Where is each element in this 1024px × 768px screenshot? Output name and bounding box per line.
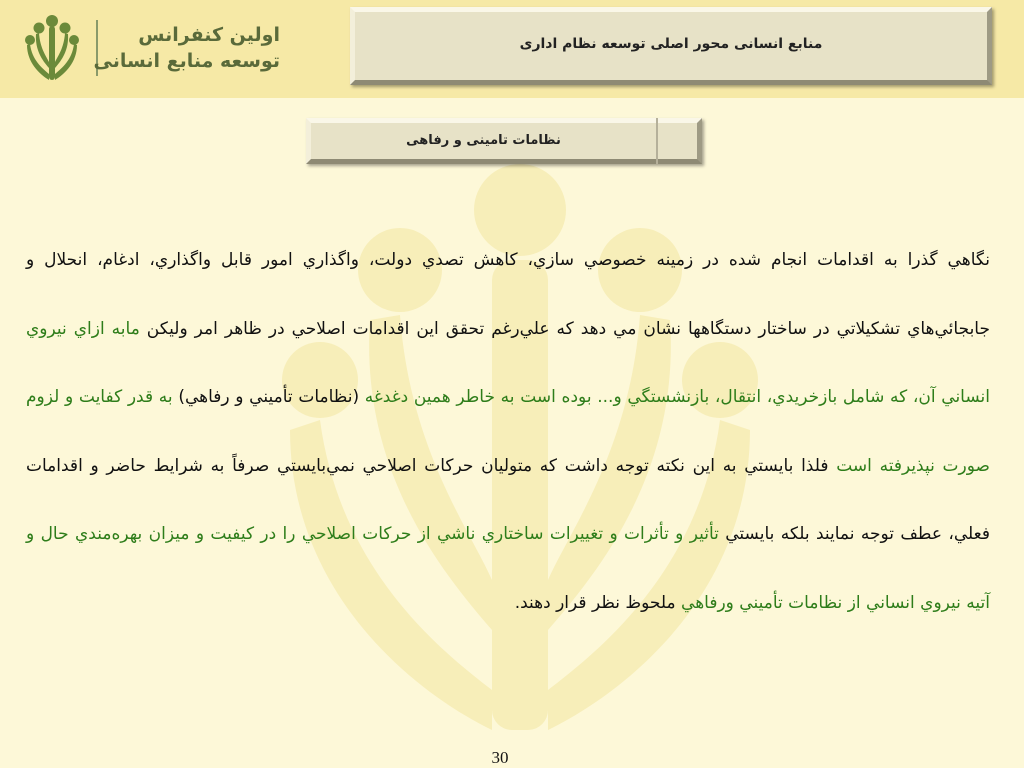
body-highlight-segment: تأثير و تأثرات و تغييرات ساختاري ناشي از حركات اصلاحي را در كيفيت و ميزان بهره‌مندي حال و آتيه نيروي انساني از نظامات تأميني ورفاهي (26, 524, 990, 613)
body-highlight-segment: مابه ازاي نيروي انساني آن، كه شامل بازخريدي، انتقال، بازنشستگي و... بوده است به خاطر همين دغدغه (26, 318, 990, 407)
body-text-segment: فلذا بايستي به اين نكته توجه داشت كه متوليان حركات اصلاحي نمي‌بايستي صرفاً به شرايط حاضر و اقدامات فعلي، عطف توجه نمايند بلكه بايستي (26, 455, 990, 544)
main-title-box (350, 7, 992, 85)
body-text-segment: ملحوظ نظر قرار دهند. (514, 592, 682, 613)
section-title-separator (656, 118, 658, 164)
main-title: منابع انسانی محور اصلی توسعه نظام اداری (519, 36, 823, 52)
logo-text-line2: توسعه منابع انسانی (93, 50, 280, 72)
body-text-segment: نگاهي گذرا به اقدامات انجام شده در زمينه خصوصي سازي، كاهش تصدي دولت، واگذاري امور قابل واگذاري، ادغام، انحلال و جابجائي‌هاي تشكيلاتي در ساختار دستگاهها نشان مي دهد كه علي‌رغم تحقق اين اقدامات اصلاحي در ظاهر امر وليكن (26, 250, 990, 339)
page-number: 30 (491, 748, 509, 767)
body-paragraph (26, 226, 990, 637)
section-title-box (306, 118, 702, 164)
tree-logo-icon (24, 14, 80, 82)
body-highlight-segment: به قدر كفايت و لزوم صورت نپذيرفته است (26, 387, 990, 476)
logo-text-line1: اولین کنفرانس (138, 24, 280, 46)
body-text-segment: (نظامات تأميني و رفاهي) (172, 387, 365, 407)
conference-logo (24, 14, 280, 84)
section-title: نظامات تامینی و رفاهی (406, 133, 561, 148)
